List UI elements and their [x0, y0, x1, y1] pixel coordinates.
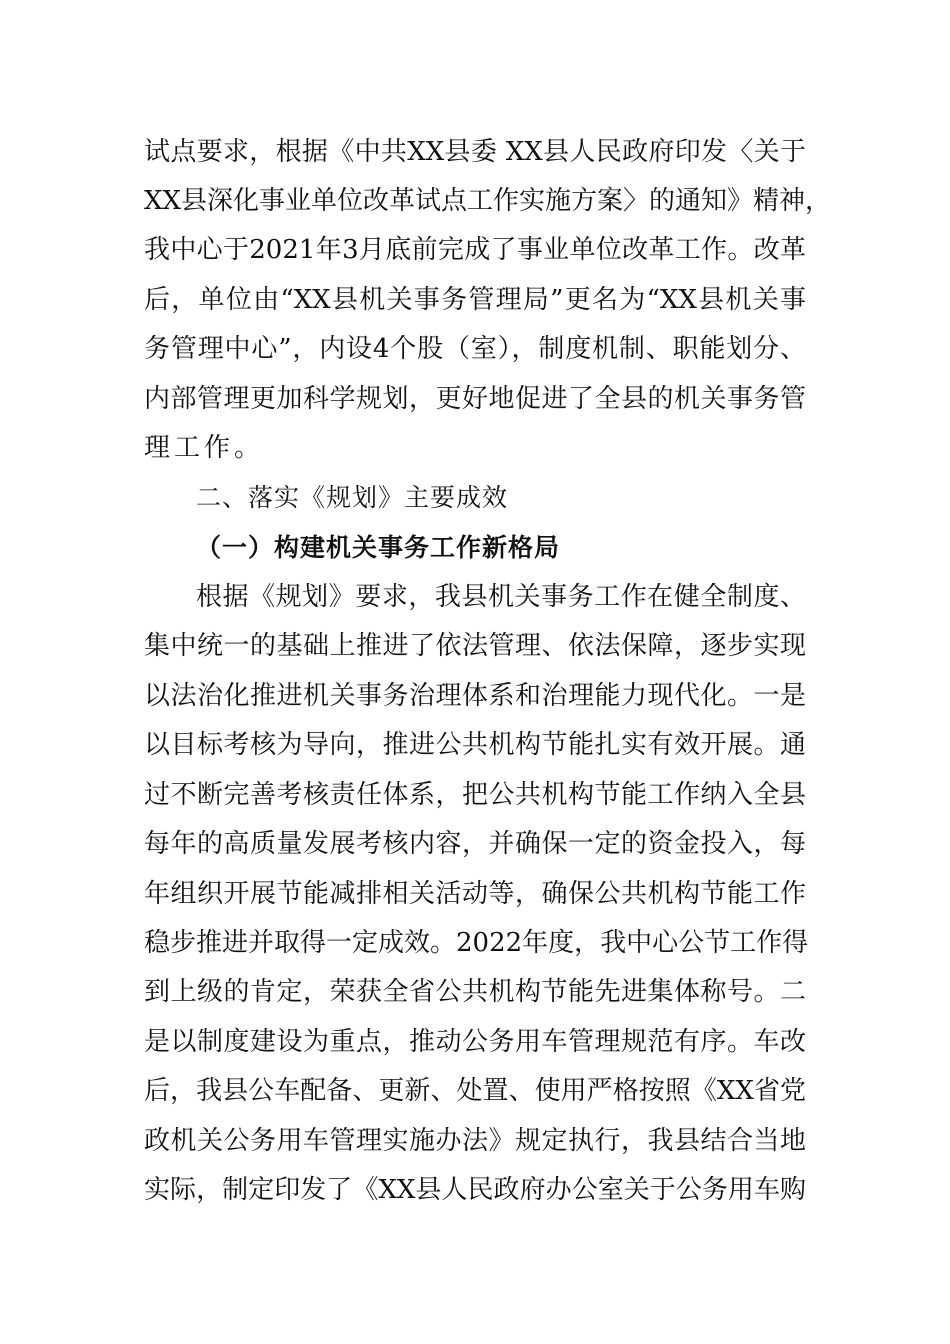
paragraph-2-line-4: 以目标考核为导向，推进公共机构节能扎实有效开展。通: [144, 730, 806, 760]
paragraph-2-line-3: 以法治化推进机关事务治理体系和治理能力现代化。一是: [144, 681, 806, 711]
paragraph-2-line-9: 到上级的肯定，荣获全省公共机构节能先进集体称号。二: [144, 977, 806, 1007]
paragraph-2-line-1: 根据《规划》要求，我县机关事务工作在健全制度、: [196, 582, 806, 612]
paragraph-1-line-6: 内部管理更加科学规划，更好地促进了全县的机关事务管: [144, 384, 806, 414]
paragraph-1-line-4: 后，单位由“XX县机关事务管理局”更名为“XX县机关事: [144, 285, 806, 315]
paragraph-2-line-12: 政机关公务用车管理实施办法》规定执行，我县结合当地: [144, 1126, 806, 1156]
paragraph-1-line-3: 我中心于2021年3月底前完成了事业单位改革工作。改革: [144, 235, 806, 265]
paragraph-2-line-6: 每年的高质量发展考核内容，并确保一定的资金投入，每: [144, 829, 806, 859]
paragraph-2-line-2: 集中统一的基础上推进了依法管理、依法保障，逐步实现: [144, 631, 806, 661]
paragraph-2-line-5: 过不断完善考核责任体系，把公共机构节能工作纳入全县: [144, 780, 806, 810]
paragraph-1-line-5: 务管理中心”，内设4个股（室），制度机制、职能划分、: [144, 334, 806, 364]
paragraph-1-line-1: 试点要求，根据《中共XX县委 XX县人民政府印发〈关于: [144, 137, 806, 167]
section-heading: 二、落实《规划》主要成效: [196, 483, 509, 512]
paragraph-1-line-2: XX县深化事业单位改革试点工作实施方案〉的通知》精神，: [144, 186, 832, 216]
paragraph-2-line-7: 年组织开展节能减排相关活动等，确保公共机构节能工作: [144, 879, 806, 909]
paragraph-1-line-7: 理工作。: [144, 433, 265, 463]
paragraph-2-line-11: 后，我县公车配备、更新、处置、使用严格按照《XX省党: [144, 1076, 806, 1106]
paragraph-2-line-10: 是以制度建设为重点，推动公务用车管理规范有序。车改: [144, 1027, 806, 1057]
paragraph-2-line-13: 实际，制定印发了《XX县人民政府办公室关于公务用车购: [144, 1175, 806, 1205]
paragraph-2-line-8: 稳步推进并取得一定成效。2022年度，我中心公节工作得: [144, 928, 809, 958]
subsection-heading: （一）构建机关事务工作新格局: [196, 533, 561, 562]
